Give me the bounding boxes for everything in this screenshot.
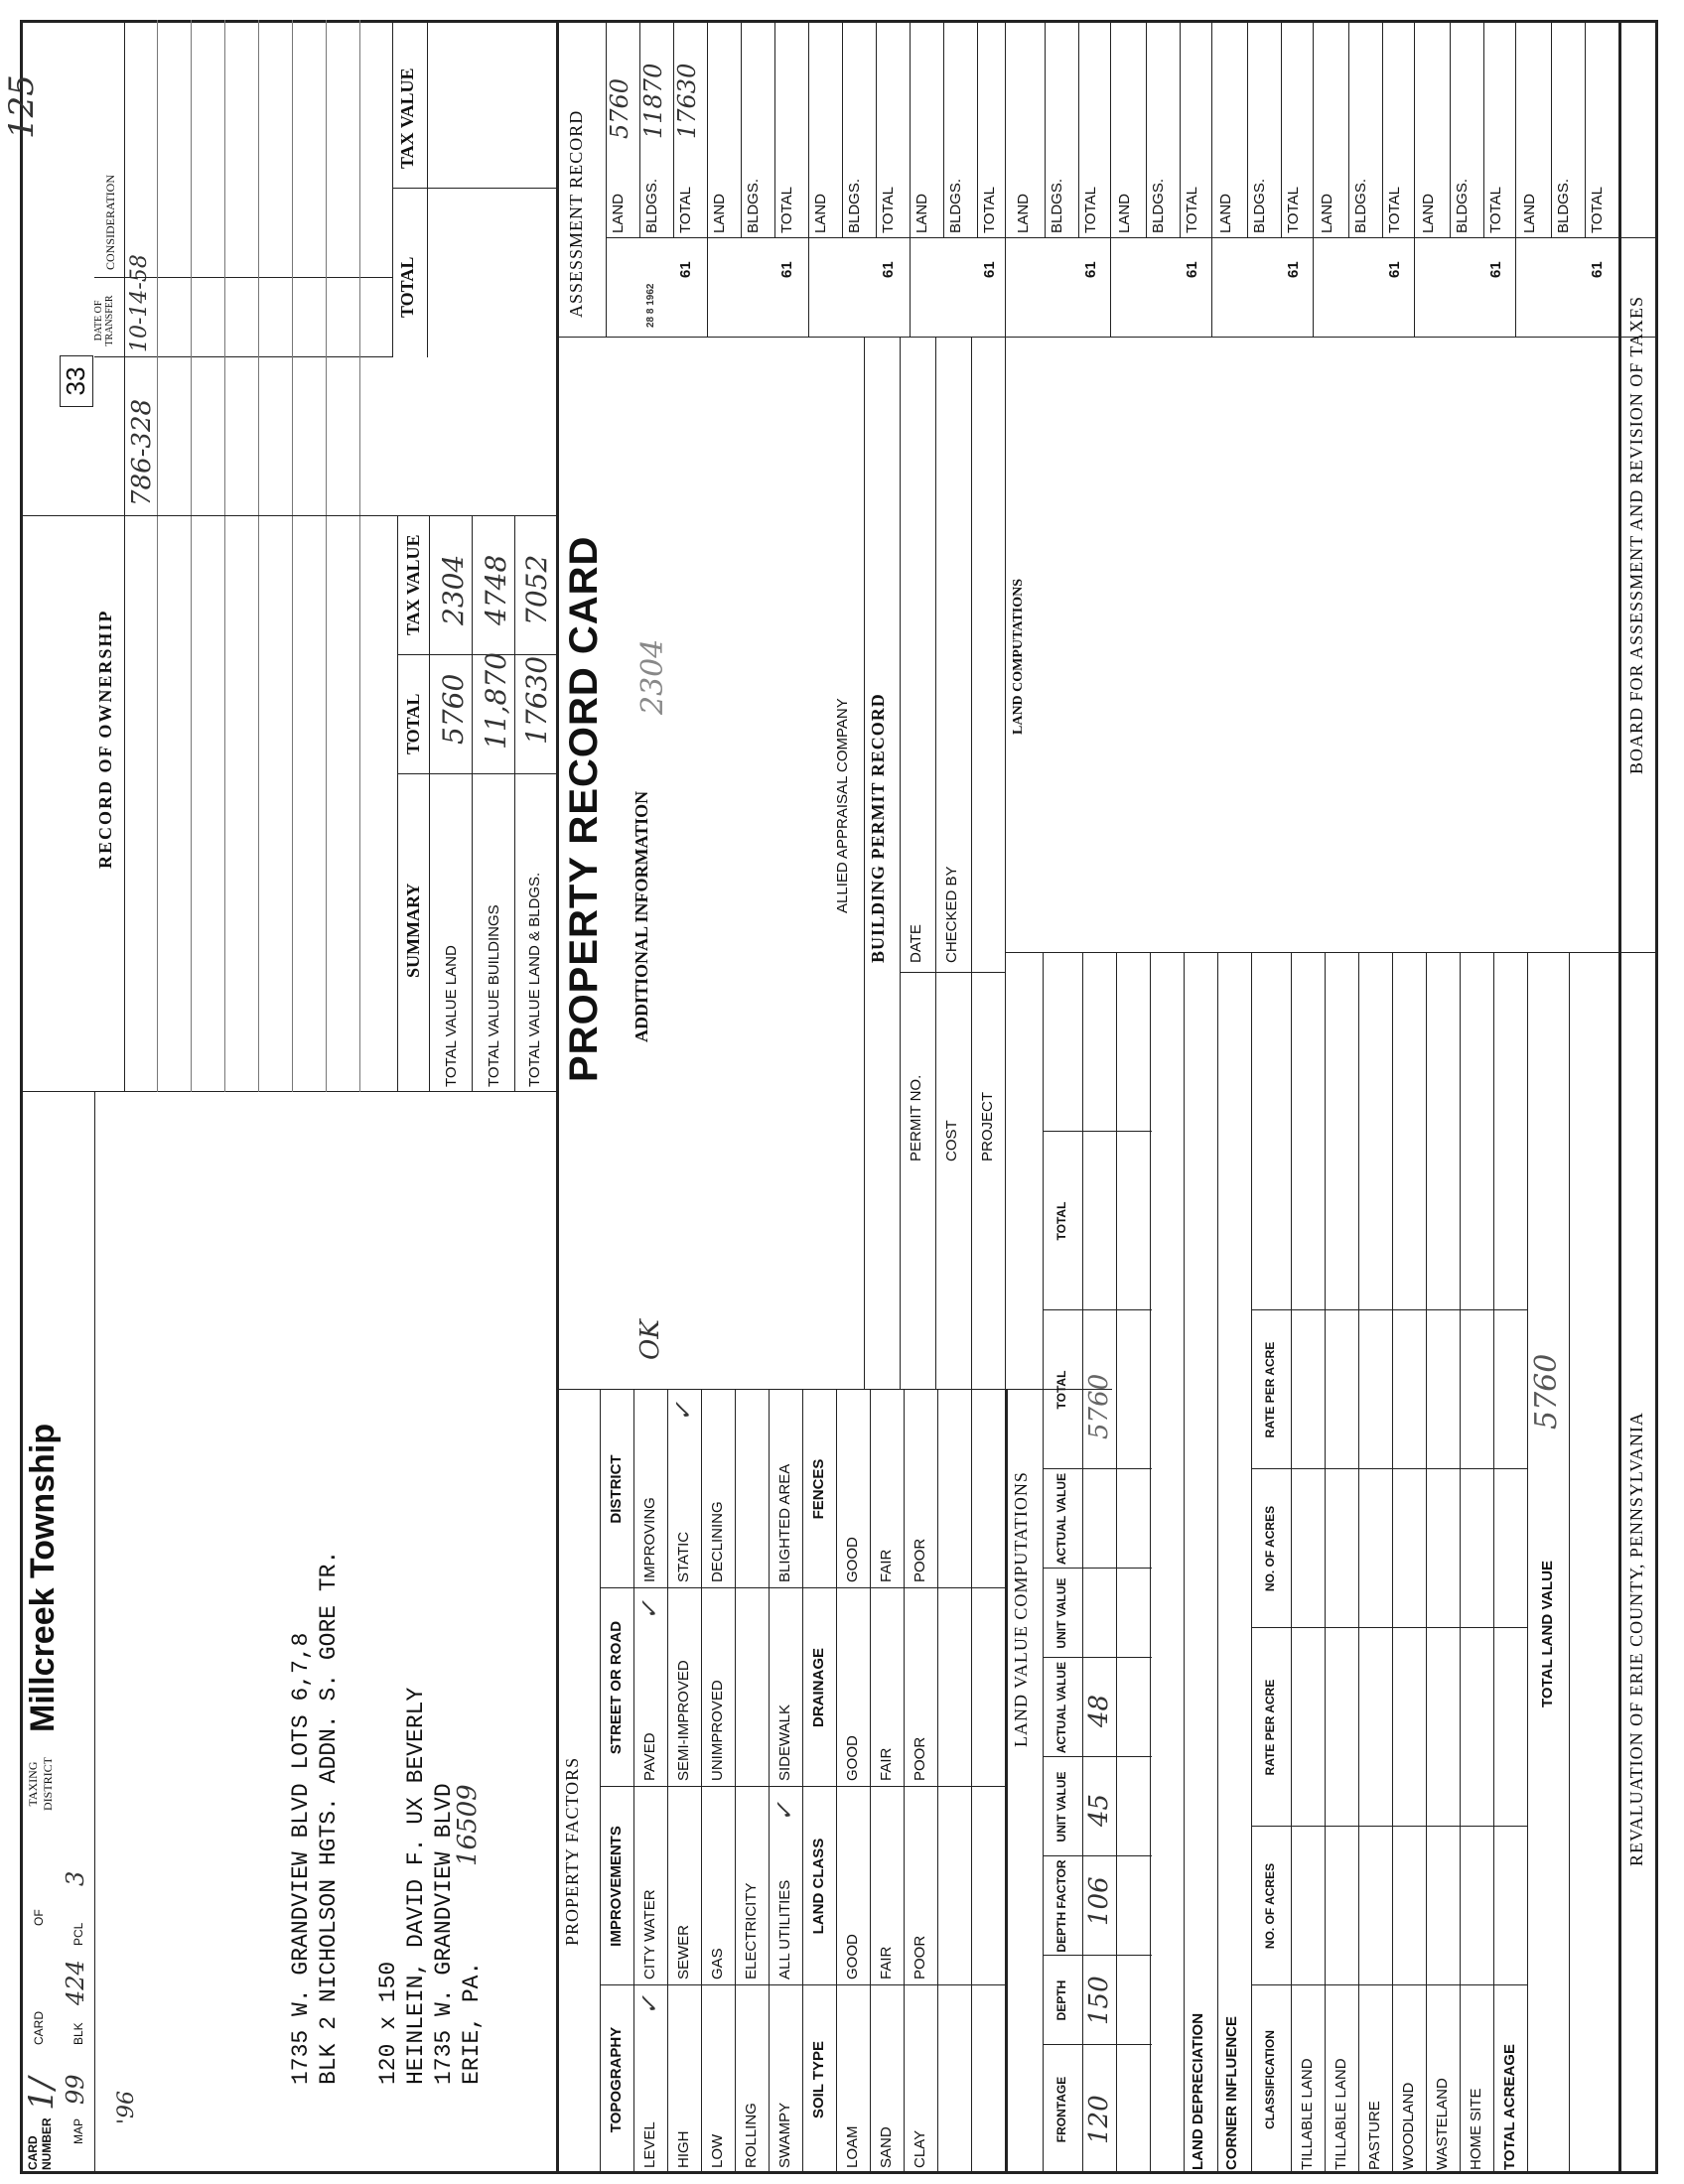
owner-line-3: ERIE, PA.	[459, 1961, 485, 2085]
drainage-poor: POOR	[912, 1736, 928, 1781]
owner-line-1: HEINLEIN, DAVID F. UX BEVERLY	[403, 1687, 429, 2085]
lv-header-actual-value: ACTUAL VALUE	[1054, 1661, 1068, 1754]
improvements-all-utilities: ALL UTILITIES	[776, 1879, 793, 1979]
acres-header: NO. OF ACRES	[1263, 1862, 1277, 1950]
lv-header-total: TOTAL	[1054, 1370, 1068, 1410]
building-permit-title: BUILDING PERMIT RECORD	[868, 693, 888, 963]
assessment-bldgs-value: 11870	[639, 63, 667, 139]
soil-header: SOIL TYPE	[810, 2040, 827, 2119]
assessment-total-4: TOTAL	[981, 187, 998, 233]
ownership-deed: 786-328	[127, 398, 157, 506]
check-all-utilities: ✓	[771, 1801, 798, 1822]
summary-row-1-tax: 2304	[437, 554, 470, 625]
land-value-title: LAND VALUE COMPUTATIONS	[1011, 1471, 1031, 1747]
assessment-stamp: 28 8 1962	[645, 283, 656, 328]
corner-influence-label: CORNER INFLUENCE	[1223, 2015, 1240, 2170]
consideration-label: CONSIDERATION	[103, 175, 117, 270]
acres-header-2: NO. OF ACRES	[1263, 1505, 1277, 1592]
summary-row-3-total: 17630	[520, 655, 553, 745]
lv-header-actual-value-2: ACTUAL VALUE	[1054, 1472, 1068, 1566]
handwritten-card-no: 125	[2, 74, 42, 139]
blk-label: BLK	[71, 2022, 85, 2045]
assessment-land-6: LAND	[1116, 193, 1133, 233]
permit-cost-label: COST	[943, 1120, 960, 1161]
blk-value: 424	[62, 1960, 89, 2005]
assessment-bldgs-9: BLDGS.	[1454, 178, 1471, 233]
map-value: 99	[62, 2074, 89, 2105]
soil-clay: CLAY	[912, 2129, 928, 2168]
township-name: Millcreek Township	[24, 1423, 62, 1732]
street-unimproved: UNIMPROVED	[709, 1680, 726, 1781]
summary-tax-value-label: TAX VALUE	[403, 534, 423, 635]
assessment-land-10: LAND	[1521, 193, 1538, 233]
drainage-header: DRAINAGE	[810, 1648, 827, 1728]
handwritten-map-ref: '96	[114, 2090, 139, 2124]
land-computations-title: LAND COMPUTATIONS	[1011, 579, 1026, 735]
lv-header-unit-value: UNIT VALUE	[1054, 1771, 1068, 1843]
assessment-total-10: TOTAL	[1589, 187, 1606, 233]
assessment-year-1: 61	[677, 261, 694, 278]
address-line-2: BLK 2 NICHOLSON HGTS. ADDN. S. GORE TR.	[316, 1550, 342, 2085]
check-paved: ✓	[635, 1599, 663, 1620]
boxed-number	[60, 355, 93, 407]
improvements-electricity: ELECTRICITY	[743, 1882, 760, 1979]
check-static: ✓	[669, 1401, 697, 1422]
assessment-bldgs-10: BLDGS.	[1555, 178, 1572, 233]
assessment-bldgs-8: BLDGS.	[1352, 178, 1369, 233]
district-improving: IMPROVING	[641, 1497, 658, 1582]
class-tillable-1: TILLABLE LAND	[1299, 2058, 1316, 2170]
assessment-land-1: LAND	[610, 193, 627, 233]
land-class-header: LAND CLASS	[810, 1838, 827, 1935]
assessment-land-7: LAND	[1217, 193, 1234, 233]
assessment-year-4: 61	[981, 261, 998, 278]
soil-sand: SAND	[878, 2126, 895, 2168]
lv-depth: 150	[1084, 1976, 1114, 2025]
district-header: DISTRICT	[608, 1454, 625, 1524]
topography-high: HIGH	[675, 2130, 692, 2168]
rate-header-2: RATE PER ACRE	[1263, 1341, 1277, 1438]
total-land-value-label: TOTAL LAND VALUE	[1539, 1560, 1556, 1707]
boxed-number-value: 33	[61, 366, 90, 396]
pcl-value: 3	[62, 1870, 89, 1886]
assessment-land-5: LAND	[1015, 193, 1032, 233]
additional-info-mark: OK	[635, 1319, 665, 1360]
rate-header: RATE PER ACRE	[1263, 1679, 1277, 1776]
total-acreage-label: TOTAL ACREAGE	[1501, 2044, 1518, 2170]
taxing-district-label: TAXING DISTRICT	[26, 1757, 55, 1811]
assessment-bldgs-3: BLDGS.	[846, 178, 863, 233]
district-declining: DECLINING	[709, 1501, 726, 1582]
assessment-bldgs-5: BLDGS.	[1049, 178, 1065, 233]
lv-header-unit-value-2: UNIT VALUE	[1054, 1577, 1068, 1649]
summary-row-2-total: 11,870	[480, 652, 512, 750]
assessment-total-3: TOTAL	[880, 187, 897, 233]
land-class-good: GOOD	[844, 1934, 861, 1979]
summary-row-2-tax: 4748	[480, 554, 512, 625]
lot-size: 120 x 150	[375, 1961, 401, 2085]
improvements-header: IMPROVEMENTS	[608, 1826, 625, 1947]
lv-header-depth: DEPTH	[1054, 1979, 1068, 2021]
street-semi-improved: SEMI-IMPROVED	[675, 1660, 692, 1781]
ownership-title: RECORD OF OWNERSHIP	[95, 609, 115, 869]
lv-actual-value: 48	[1084, 1694, 1114, 1727]
map-label: MAP	[71, 2117, 85, 2144]
classification-header: CLASSIFICATION	[1263, 2030, 1277, 2129]
class-pasture: PASTURE	[1366, 2101, 1383, 2170]
history-total-label: TOTAL	[397, 256, 417, 318]
lv-header-total-2: TOTAL	[1054, 1201, 1068, 1241]
summary-row-2-label: TOTAL VALUE BUILDINGS	[486, 904, 502, 1087]
assessment-land-9: LAND	[1420, 193, 1437, 233]
assessment-total-8: TOTAL	[1386, 187, 1403, 233]
assessment-total-5: TOTAL	[1082, 187, 1099, 233]
topography-rolling: ROLLING	[743, 2103, 760, 2168]
assessment-year-2: 61	[778, 261, 795, 278]
assessment-total-9: TOTAL	[1487, 187, 1504, 233]
assessment-year-10: 61	[1589, 261, 1606, 278]
assessment-bldgs-4: BLDGS.	[947, 178, 964, 233]
assessment-total-2: TOTAL	[778, 187, 795, 233]
topography-low: LOW	[709, 2133, 726, 2168]
topography-swampy: SWAMPY	[776, 2102, 793, 2168]
address-line-1: 1735 W. GRANDVIEW BLVD LOTS 6,7,8	[288, 1632, 314, 2085]
pcl-label: PCL	[71, 1922, 85, 1946]
soil-loam: LOAM	[844, 2125, 861, 2168]
assessment-year-6: 61	[1184, 261, 1200, 278]
permit-no-label: PERMIT NO.	[908, 1074, 924, 1161]
district-blighted: BLIGHTED AREA	[776, 1463, 793, 1582]
summary-total-label: TOTAL	[403, 693, 423, 754]
improvements-gas: GAS	[709, 1948, 726, 1979]
assessment-year-9: 61	[1487, 261, 1504, 278]
of-label: OF	[32, 1909, 46, 1926]
card-label: CARD	[32, 2010, 46, 2045]
assessment-total-1: TOTAL	[677, 187, 694, 233]
date-of-transfer-label: DATE OF TRANSFER	[93, 295, 115, 346]
summary-title: SUMMARY	[403, 883, 423, 978]
assessment-bldgs-1: BLDGS.	[643, 178, 660, 233]
assessment-land-2: LAND	[711, 193, 728, 233]
fences-poor: POOR	[912, 1538, 928, 1582]
summary-row-3-tax: 7052	[520, 554, 553, 625]
additional-info-handwritten: 2304	[635, 638, 670, 715]
fences-good: GOOD	[844, 1537, 861, 1582]
assessment-year-7: 61	[1285, 261, 1302, 278]
assessment-land-3: LAND	[812, 193, 829, 233]
additional-info-title: ADDITIONAL INFORMATION	[632, 790, 651, 1042]
assessment-land-4: LAND	[913, 193, 930, 233]
summary-row-1-total: 5760	[437, 673, 470, 745]
card-number-label: CARD NUMBER	[26, 2117, 54, 2170]
card-title: PROPERTY RECORD CARD	[562, 535, 606, 1082]
drainage-good: GOOD	[844, 1735, 861, 1781]
assessment-bldgs-6: BLDGS.	[1150, 178, 1167, 233]
assessment-year-8: 61	[1386, 261, 1403, 278]
summary-row-1-label: TOTAL VALUE LAND	[443, 945, 460, 1087]
assessment-bldgs-7: BLDGS.	[1251, 178, 1268, 233]
fences-fair: FAIR	[878, 1549, 895, 1582]
assessment-total-7: TOTAL	[1285, 187, 1302, 233]
lv-total: 5760	[1084, 1373, 1114, 1439]
improvements-city-water: CITY WATER	[641, 1889, 658, 1979]
assessment-land-value: 5760	[606, 77, 633, 139]
check-level: ✓	[635, 1994, 663, 2015]
appraisal-company: ALLIED APPRAISAL COMPANY	[834, 698, 851, 913]
lv-unit-value: 45	[1084, 1793, 1114, 1827]
property-factors-title: PROPERTY FACTORS	[562, 1756, 582, 1946]
assessment-year-5: 61	[1082, 261, 1099, 278]
card-frame	[20, 20, 1658, 2174]
checked-by-label: CHECKED BY	[943, 866, 960, 963]
lv-header-depth-factor: DEPTH FACTOR	[1054, 1859, 1068, 1953]
lv-depth-factor: 106	[1084, 1876, 1114, 1926]
owner-line-2: 1735 W. GRANDVIEW BLVD	[431, 1783, 457, 2085]
assessment-title: ASSESSMENT RECORD	[566, 109, 586, 318]
owner-zip: 16509	[453, 1784, 483, 1866]
history-tax-value-label: TAX VALUE	[397, 68, 417, 169]
lv-header-frontage: FRONTAGE	[1054, 2076, 1068, 2143]
permit-date-label: DATE	[908, 924, 924, 963]
street-sidewalk: SIDEWALK	[776, 1705, 793, 1781]
class-woodland: WOODLAND	[1400, 2082, 1417, 2170]
ownership-date: 10-14-58	[127, 254, 152, 352]
drainage-fair: FAIR	[878, 1747, 895, 1781]
lv-frontage: 120	[1084, 2095, 1114, 2144]
land-class-fair: FAIR	[878, 1946, 895, 1979]
street-paved: PAVED	[641, 1732, 658, 1781]
assessment-total-6: TOTAL	[1184, 187, 1200, 233]
assessment-bldgs-2: BLDGS.	[745, 178, 762, 233]
footer-right: BOARD FOR ASSESSMENT AND REVISION OF TAXES	[1626, 296, 1646, 774]
assessment-land-8: LAND	[1319, 193, 1335, 233]
total-land-value: 5760	[1529, 1353, 1564, 1430]
footer-left: REVALUATION OF ERIE COUNTY, PENNSYLVANIA	[1626, 1412, 1646, 1866]
assessment-total-value: 17630	[673, 63, 701, 139]
fences-header: FENCES	[810, 1458, 827, 1520]
street-header: STREET OR ROAD	[608, 1620, 625, 1755]
class-home-site: HOME SITE	[1468, 2088, 1484, 2170]
class-tillable-2: TILLABLE LAND	[1333, 2058, 1349, 2170]
topography-level: LEVEL	[641, 2121, 658, 2168]
project-label: PROJECT	[979, 1091, 996, 1161]
district-static: STATIC	[675, 1531, 692, 1582]
assessment-year-3: 61	[880, 261, 897, 278]
improvements-sewer: SEWER	[675, 1924, 692, 1979]
topography-header: TOPOGRAPHY	[608, 2026, 625, 2133]
card-number: 1/	[22, 2077, 62, 2111]
class-wasteland: WASTELAND	[1434, 2078, 1451, 2170]
summary-row-3-label: TOTAL VALUE LAND & BLDGS.	[526, 872, 543, 1087]
land-depreciation-label: LAND DEPRECIATION	[1190, 2012, 1206, 2170]
land-class-poor: POOR	[912, 1935, 928, 1979]
